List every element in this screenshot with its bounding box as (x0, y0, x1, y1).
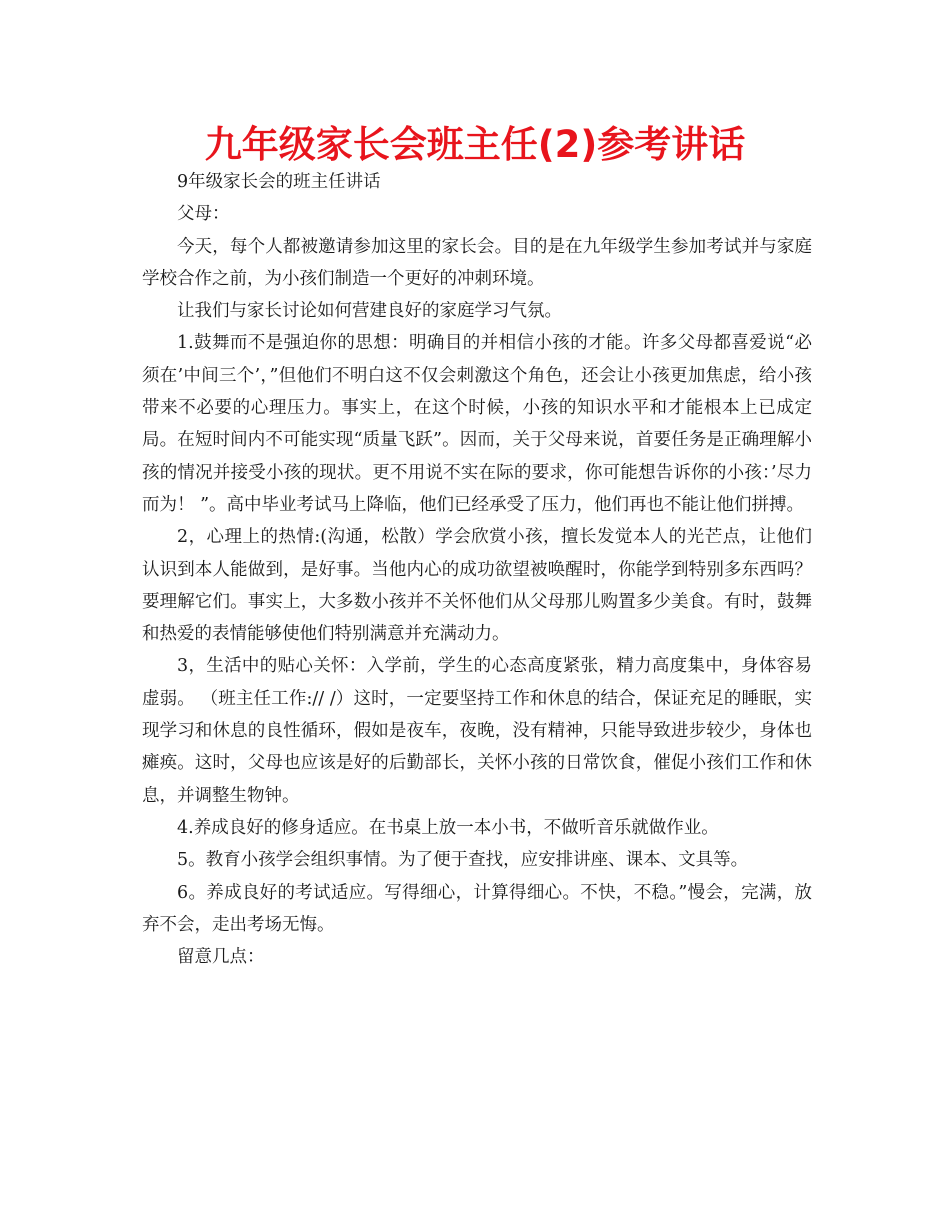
paragraph-point-4: 4.养成良好的修身适应。在书桌上放一本小书，不做听音乐就做作业。 (177, 817, 719, 838)
paragraph-point-3: 3，生活中的贴心关怀：入学前，学生的心态高度紧张，精力高度集中，身体容易虚弱。 （班主任工作:// /）这时，一定要坚持工作和休息的结合，保证充足的睡眠，实现学习和休息的良性循环，假如是夜车，夜晚，没有精神，只能导致进步较少，身体也瘫痪。这时，父母也应该是好的后勤部长，关怀小孩的日常饮食，催促小孩们工作和休息，并调整生物钟。 (142, 656, 812, 806)
document-body (142, 166, 812, 973)
paragraph-point-2: 2，心理上的热情:(沟通，松散）学会欣赏小孩，擅长发觉本人的光芒点，让他们认识到本人能做到，是好事。当他内心的成功欲望被唤醒时，你能学到特别多东西吗？要理解它们。事实上，大多数小孩并不关怀他们从父母那儿购置多少美食。有时，鼓舞和热爱的表情能够使他们特别满意并充满动力。 (142, 527, 812, 645)
paragraph-point-5: 5。教育小孩学会组织事情。为了便于查找，应安排讲座、课本、文具等。 (177, 850, 749, 871)
paragraph-intro: 今天，每个人都被邀请参加这里的家长会。目的是在九年级学生参加考试并与家庭学校合作之前，为小孩们制造一个更好的冲刺环境。 (142, 236, 812, 289)
paragraph-point-1: 1.鼓舞而不是强迫你的思想：明确目的并相信小孩的才能。许多父母都喜爱说“必须在’中间三个’，”但他们不明白这不仅会刺激这个角色，还会让小孩更加焦虑，给小孩带来不必要的心理压力。事实上，在这个时候，小孩的知识水平和才能根本上已成定局。在短时间内不可能实现“质量飞跃”。因而，关于父母来说，首要任务是正确理解小孩的情况并接受小孩的现状。更不用说不实在际的要求，你可能想告诉你的小孩：’尽力而为！ ”。高中毕业考试马上降临，他们已经承受了压力，他们再也不能让他们拼搏。 (142, 333, 812, 515)
paragraph-point-6: 6。养成良好的考试适应。写得细心，计算得细心。不快，不稳。”慢会，完满，放弃不会，走出考场无悔。 (142, 882, 812, 935)
paragraph-topic: 让我们与家长讨论如何营建良好的家庭学习气氛。 (177, 301, 562, 322)
paragraph-subtitle: 9年级家长会的班主任讲话 (177, 172, 381, 192)
document-title: 九年级家长会班主任(2)参考讲话 (204, 123, 746, 166)
paragraph-notes-heading: 留意几点： (177, 947, 265, 968)
paragraph-salutation: 父母： (177, 204, 230, 225)
